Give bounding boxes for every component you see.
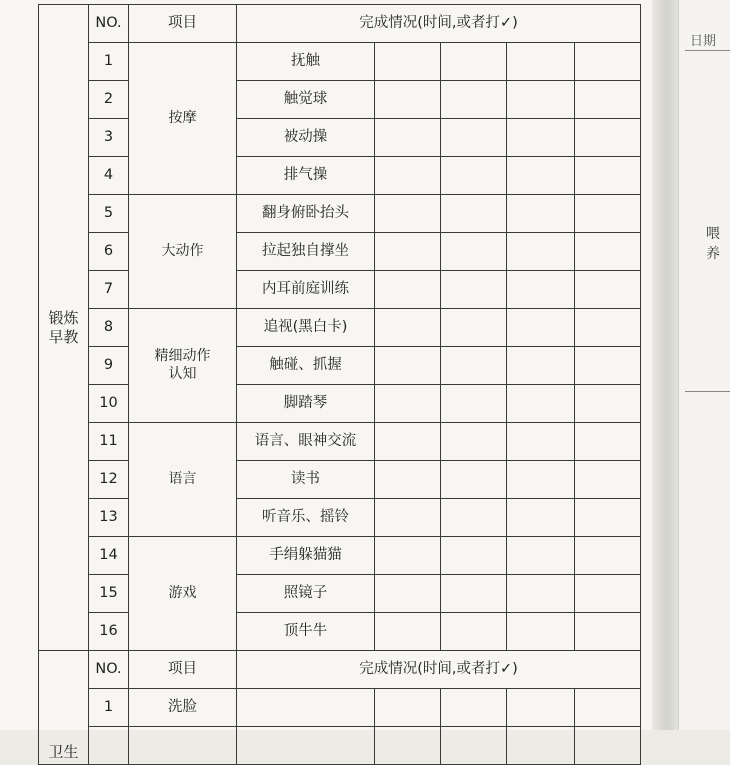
sub-item: 触觉球 <box>237 81 375 119</box>
entry-cell[interactable] <box>375 423 441 461</box>
row-number: 15 <box>89 575 129 613</box>
sub-item: 追视(黑白卡) <box>237 309 375 347</box>
row-number: 11 <box>89 423 129 461</box>
entry-cell[interactable] <box>441 613 507 651</box>
right-page-cell <box>685 50 730 392</box>
header-completion: 完成情况(时间,或者打✓) <box>237 651 641 689</box>
row-number <box>89 727 129 765</box>
entry-cell[interactable] <box>507 233 575 271</box>
sub-item: 脚踏琴 <box>237 385 375 423</box>
entry-cell[interactable] <box>441 727 507 765</box>
entry-cell[interactable] <box>575 157 641 195</box>
entry-cell[interactable] <box>507 309 575 347</box>
group-name: 精细动作 认知 <box>129 309 237 423</box>
row-number: 13 <box>89 499 129 537</box>
entry-cell[interactable] <box>575 119 641 157</box>
entry-cell[interactable] <box>507 347 575 385</box>
sub-item: 照镜子 <box>237 575 375 613</box>
row-number: 4 <box>89 157 129 195</box>
entry-cell[interactable] <box>441 195 507 233</box>
entry-cell[interactable] <box>375 385 441 423</box>
entry-cell[interactable] <box>575 195 641 233</box>
entry-cell[interactable] <box>375 537 441 575</box>
entry-cell[interactable] <box>237 689 375 727</box>
entry-cell[interactable] <box>375 195 441 233</box>
entry-cell[interactable] <box>575 309 641 347</box>
sub-item: 翻身俯卧抬头 <box>237 195 375 233</box>
entry-cell[interactable] <box>375 727 441 765</box>
entry-cell[interactable] <box>375 81 441 119</box>
sub-item: 读书 <box>237 461 375 499</box>
right-page-date-label: 日期 <box>690 34 717 49</box>
entry-cell[interactable] <box>507 81 575 119</box>
entry-cell[interactable] <box>441 575 507 613</box>
row-number: 9 <box>89 347 129 385</box>
entry-cell[interactable] <box>441 537 507 575</box>
entry-cell[interactable] <box>441 271 507 309</box>
entry-cell[interactable] <box>507 385 575 423</box>
entry-cell[interactable] <box>507 537 575 575</box>
entry-cell[interactable] <box>375 613 441 651</box>
group-name: 游戏 <box>129 537 237 651</box>
entry-cell[interactable] <box>375 689 441 727</box>
entry-cell[interactable] <box>375 347 441 385</box>
entry-cell[interactable] <box>575 233 641 271</box>
entry-cell[interactable] <box>237 727 375 765</box>
entry-cell[interactable] <box>375 157 441 195</box>
hygiene-item <box>129 727 237 765</box>
entry-cell[interactable] <box>507 575 575 613</box>
section-label-hygiene: 卫生 <box>39 651 89 765</box>
sub-item: 被动操 <box>237 119 375 157</box>
entry-cell[interactable] <box>441 309 507 347</box>
entry-cell[interactable] <box>375 499 441 537</box>
row-number: 16 <box>89 613 129 651</box>
header-item: 项目 <box>129 651 237 689</box>
sub-item: 顶牛牛 <box>237 613 375 651</box>
entry-cell[interactable] <box>441 157 507 195</box>
row-number: 14 <box>89 537 129 575</box>
entry-cell[interactable] <box>575 575 641 613</box>
entry-cell[interactable] <box>507 461 575 499</box>
group-name: 语言 <box>129 423 237 537</box>
sub-item: 抚触 <box>237 43 375 81</box>
exercise-log-table <box>38 4 641 765</box>
entry-cell[interactable] <box>441 233 507 271</box>
row-number: 10 <box>89 385 129 423</box>
sub-item: 内耳前庭训练 <box>237 271 375 309</box>
entry-cell[interactable] <box>575 347 641 385</box>
sub-item: 拉起独自撑坐 <box>237 233 375 271</box>
right-page-feed-label: 喂养 <box>706 226 720 262</box>
entry-cell[interactable] <box>507 727 575 765</box>
sub-item: 听音乐、摇铃 <box>237 499 375 537</box>
entry-cell[interactable] <box>441 43 507 81</box>
entry-cell[interactable] <box>507 499 575 537</box>
entry-cell[interactable] <box>375 271 441 309</box>
sub-item: 排气操 <box>237 157 375 195</box>
entry-cell[interactable] <box>575 423 641 461</box>
entry-cell[interactable] <box>441 347 507 385</box>
entry-cell[interactable] <box>441 119 507 157</box>
entry-cell[interactable] <box>375 461 441 499</box>
row-number: 8 <box>89 309 129 347</box>
row-number: 12 <box>89 461 129 499</box>
entry-cell[interactable] <box>375 43 441 81</box>
entry-cell[interactable] <box>375 119 441 157</box>
row-number: 6 <box>89 233 129 271</box>
entry-cell[interactable] <box>507 613 575 651</box>
sub-item: 触碰、抓握 <box>237 347 375 385</box>
sub-item: 语言、眼神交流 <box>237 423 375 461</box>
entry-cell[interactable] <box>507 195 575 233</box>
entry-cell[interactable] <box>575 537 641 575</box>
entry-cell[interactable] <box>507 689 575 727</box>
entry-cell[interactable] <box>441 689 507 727</box>
section-label-exercise: 锻炼 早教 <box>39 5 89 651</box>
row-number: 7 <box>89 271 129 309</box>
sub-item: 手绢躲猫猫 <box>237 537 375 575</box>
entry-cell[interactable] <box>375 309 441 347</box>
entry-cell[interactable] <box>575 43 641 81</box>
row-number: 2 <box>89 81 129 119</box>
header-completion: 完成情况(时间,或者打✓) <box>237 5 641 43</box>
entry-cell[interactable] <box>575 385 641 423</box>
entry-cell[interactable] <box>575 461 641 499</box>
entry-cell[interactable] <box>575 499 641 537</box>
group-name: 大动作 <box>129 195 237 309</box>
row-number: 3 <box>89 119 129 157</box>
entry-cell[interactable] <box>441 499 507 537</box>
entry-cell[interactable] <box>507 423 575 461</box>
entry-cell[interactable] <box>575 613 641 651</box>
entry-cell[interactable] <box>507 119 575 157</box>
entry-cell[interactable] <box>507 157 575 195</box>
entry-cell[interactable] <box>575 271 641 309</box>
entry-cell[interactable] <box>507 43 575 81</box>
header-no: NO. <box>89 651 129 689</box>
entry-cell[interactable] <box>375 233 441 271</box>
entry-cell[interactable] <box>441 385 507 423</box>
entry-cell[interactable] <box>441 423 507 461</box>
header-no: NO. <box>89 5 129 43</box>
row-number: 1 <box>89 43 129 81</box>
header-item: 项目 <box>129 5 237 43</box>
row-number: 1 <box>89 689 129 727</box>
hygiene-item: 洗脸 <box>129 689 237 727</box>
entry-cell[interactable] <box>575 81 641 119</box>
entry-cell[interactable] <box>441 81 507 119</box>
entry-cell[interactable] <box>375 575 441 613</box>
row-number: 5 <box>89 195 129 233</box>
entry-cell[interactable] <box>441 461 507 499</box>
entry-cell[interactable] <box>575 727 641 765</box>
entry-cell[interactable] <box>575 689 641 727</box>
entry-cell[interactable] <box>507 271 575 309</box>
group-name: 按摩 <box>129 43 237 195</box>
